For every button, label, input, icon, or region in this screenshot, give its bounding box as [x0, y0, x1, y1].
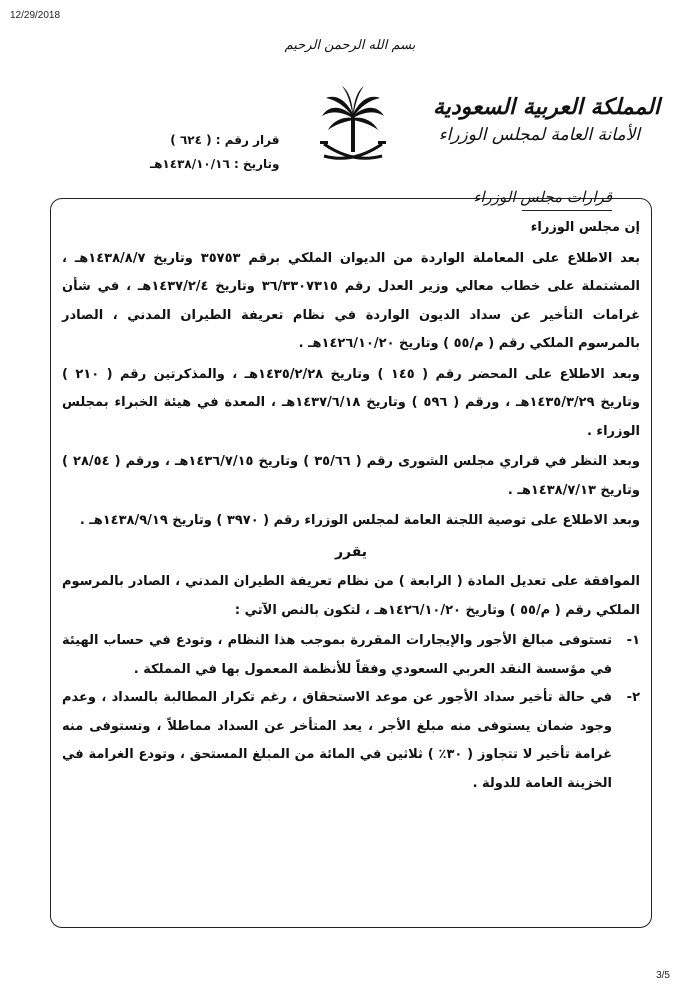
decides-heading: يقرر — [334, 543, 368, 560]
page-number: 3/5 — [656, 970, 670, 981]
paragraph-3: وبعد النظر في قراري مجلس الشورى رقم ( ٣٥/٦٦ ) وتاريخ ١٤٣٦/٧/١٥هـ ، ورقم ( ٢٨/٥٤ ) وتاريخ ١٤٣٨/٧/١٣هـ . — [62, 454, 640, 498]
paragraph-4: وبعد الاطلاع على توصية اللجنة العامة لمجلس الوزراء رقم ( ٣٩٧٠ ) وتاريخ ١٤٣٨/٩/١٩هـ . — [79, 513, 640, 528]
approval-paragraph: الموافقة على تعديل المادة ( الرابعة ) من نظام تعريفة الطيران المدني ، الصادر بالمرسوم الملكي رقم ( م/٥٥ ) وتاريخ ١٤٢٦/١٠/٢٠هـ ، لتكون بالنص الآتي : — [62, 574, 640, 618]
decision-date: وتاريخ : ١٤٣٨/١٠/١٦هـ — [150, 157, 280, 171]
paragraph-2: وبعد الاطلاع على المحضر رقم ( ١٤٥ ) وتاريخ ١٤٣٥/٢/٢٨هـ ، والمذكرتين رقم ( ٢١٠ ) وتاريخ ١٤٣٥/٣/٢٩هـ ، ورقم ( ٥٩٦ ) وتاريخ ١٤٣٧/٦/١٨هـ ، المعدة في هيئة الخبراء بمجلس الوزراء . — [62, 366, 640, 439]
letterhead — [433, 92, 660, 148]
article-item-1 — [62, 627, 640, 684]
decision-number: قرار رقم : ( ٦٢٤ ) — [170, 133, 280, 147]
basmala: بسم الله الرحمن الرحيم — [284, 38, 416, 53]
item-text: تستوفى مبالغ الأجور والإيجارات المقررة بموجب هذا النظام ، وتودع في حساب الهيئة في مؤسسة النقد العربي السعودي وفقاً للأنظمة المعمول بها في المملكة . — [62, 633, 612, 677]
kingdom-title: المملكة العربية السعودية — [432, 94, 660, 120]
secretariat-title: الأمانة العامة لمجلس الوزراء — [438, 125, 640, 145]
article-item-2 — [62, 684, 640, 798]
paragraph-1: بعد الاطلاع على المعاملة الواردة من الديوان الملكي برقم ٣٥٧٥٣ وتاريخ ١٤٣٨/٨/٧هـ ، المشتملة على خطاب معالي وزير العدل رقم ٣٦/٣٣٠٧٣١٥ وتاريخ ١٤٣٧/٢/٤هـ ، في شأن غرامات التأخير عن سداد الديون الواردة في نظام تعريفة الطيران المدني ، الصادر بالمرسوم الملكي رقم ( م/٥٥ ) وتاريخ ١٤٢٦/١٠/٢٠هـ . — [62, 250, 640, 351]
item-number: ٢- — [626, 690, 640, 705]
item-text: في حالة تأخير سداد الأجور عن موعد الاستحقاق ، رغم تكرار المطالبة بالسداد ، وعدم وجود ضمان يستوفى منه مبلغ الأجر ، يعد المتأخر عن السداد مماطلاً ، وتستوفى منه غرامة تأخير لا تتجاوز ( ٣٠٪ ) ثلاثين في المائة من المبلغ المستحق ، وتودع الغرامة في الخزينة العامة للدولة . — [62, 690, 612, 791]
decision-reference — [150, 128, 279, 176]
decision-body — [62, 214, 640, 798]
palm-and-swords-emblem-icon — [318, 86, 388, 172]
print-date: 12/29/2018 — [10, 10, 61, 21]
item-number: ١- — [626, 633, 640, 648]
section-label: قرارات مجلس الوزراء — [473, 188, 612, 206]
opening-line: إن مجلس الوزراء — [530, 220, 640, 235]
